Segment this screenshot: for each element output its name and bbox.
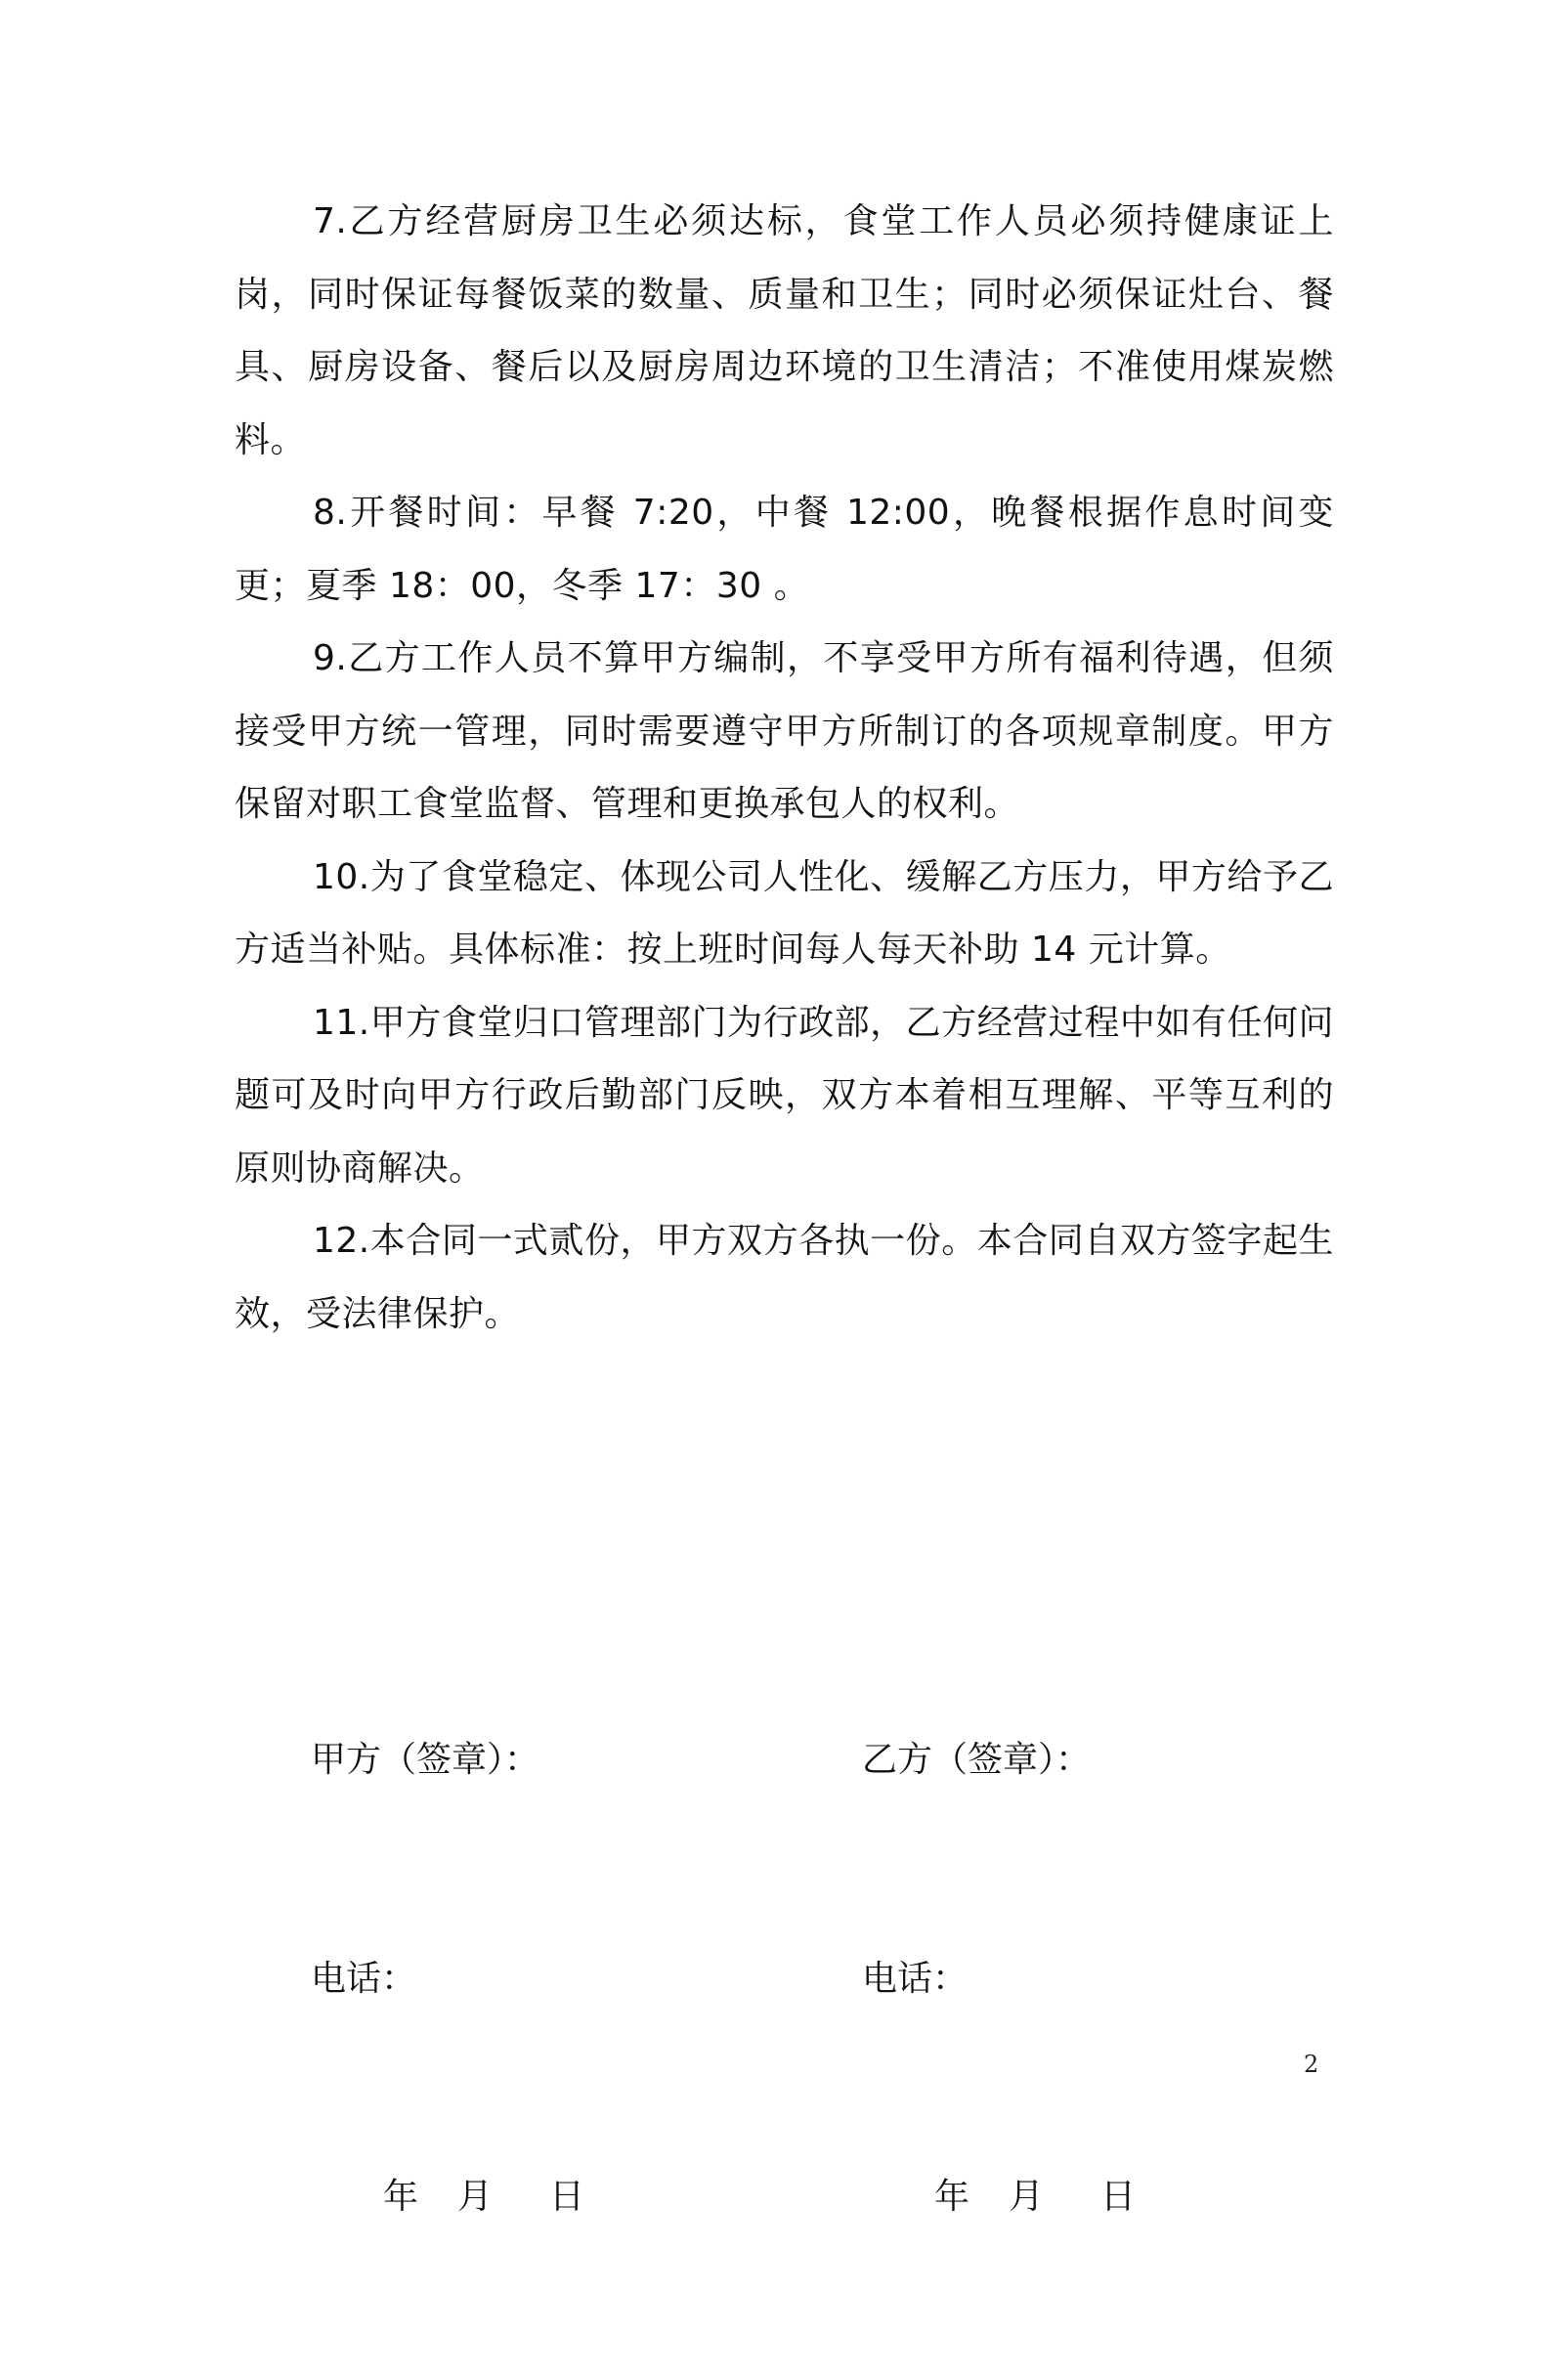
party-a-year-label: 年	[383, 2177, 419, 2217]
party-a-seal-label: 甲方（签章）：	[311, 1740, 540, 1780]
party-a-month-label: 月	[457, 2177, 494, 2217]
party-b-day-label: 日	[1100, 2177, 1137, 2217]
clause-10: 10.为了食堂稳定、体现公司人性化、缓解乙方压力，甲方给予乙方适当补贴。具体标准：按上班时间每人每天补助 14 元计算。	[235, 856, 1334, 970]
signature-block-party-b	[862, 1579, 1159, 2380]
clause-8: 8.开餐时间：早餐 7:20，中餐 12:00，晚餐根据作息时间变更；夏季 18：00，冬季 17：30 。	[235, 493, 1334, 606]
contract-clauses	[235, 186, 1334, 1351]
party-a-day-label: 日	[549, 2177, 585, 2217]
party-a-phone-label: 电话：	[311, 1958, 417, 1999]
party-b-phone-label: 电话：	[862, 1958, 969, 1999]
clause-11: 11.甲方食堂归口管理部门为行政部，乙方经营过程中如有任何问题可及时向甲方行政后勤部门反映，双方本着相互理解、平等互利的原则协商解决。	[235, 1002, 1334, 1189]
page-number: 2	[1304, 2051, 1319, 2078]
party-b-date-line	[862, 2161, 1159, 2234]
signature-block-party-a	[311, 1579, 608, 2380]
party-b-month-label: 月	[1009, 2177, 1045, 2217]
party-b-seal-label: 乙方（签章）：	[862, 1740, 1092, 1780]
party-a-date-line	[311, 2161, 608, 2234]
clause-7: 7.乙方经营厨房卫生必须达标，食堂工作人员必须持健康证上岗，同时保证每餐饭菜的数量、质量和卫生；同时必须保证灶台、餐具、厨房设备、餐后以及厨房周边环境的卫生清洁；不准使用煤炭燃料。	[235, 201, 1334, 460]
clause-9: 9.乙方工作人员不算甲方编制，不享受甲方所有福利待遇，但须接受甲方统一管理，同时需要遵守甲方所制订的各项规章制度。甲方保留对职工食堂监督、管理和更换承包人的权利。	[235, 638, 1334, 824]
clause-12: 12.本合同一式贰份，甲方双方各执一份。本合同自双方签字起生效，受法律保护。	[235, 1221, 1334, 1334]
party-b-year-label: 年	[934, 2177, 970, 2217]
